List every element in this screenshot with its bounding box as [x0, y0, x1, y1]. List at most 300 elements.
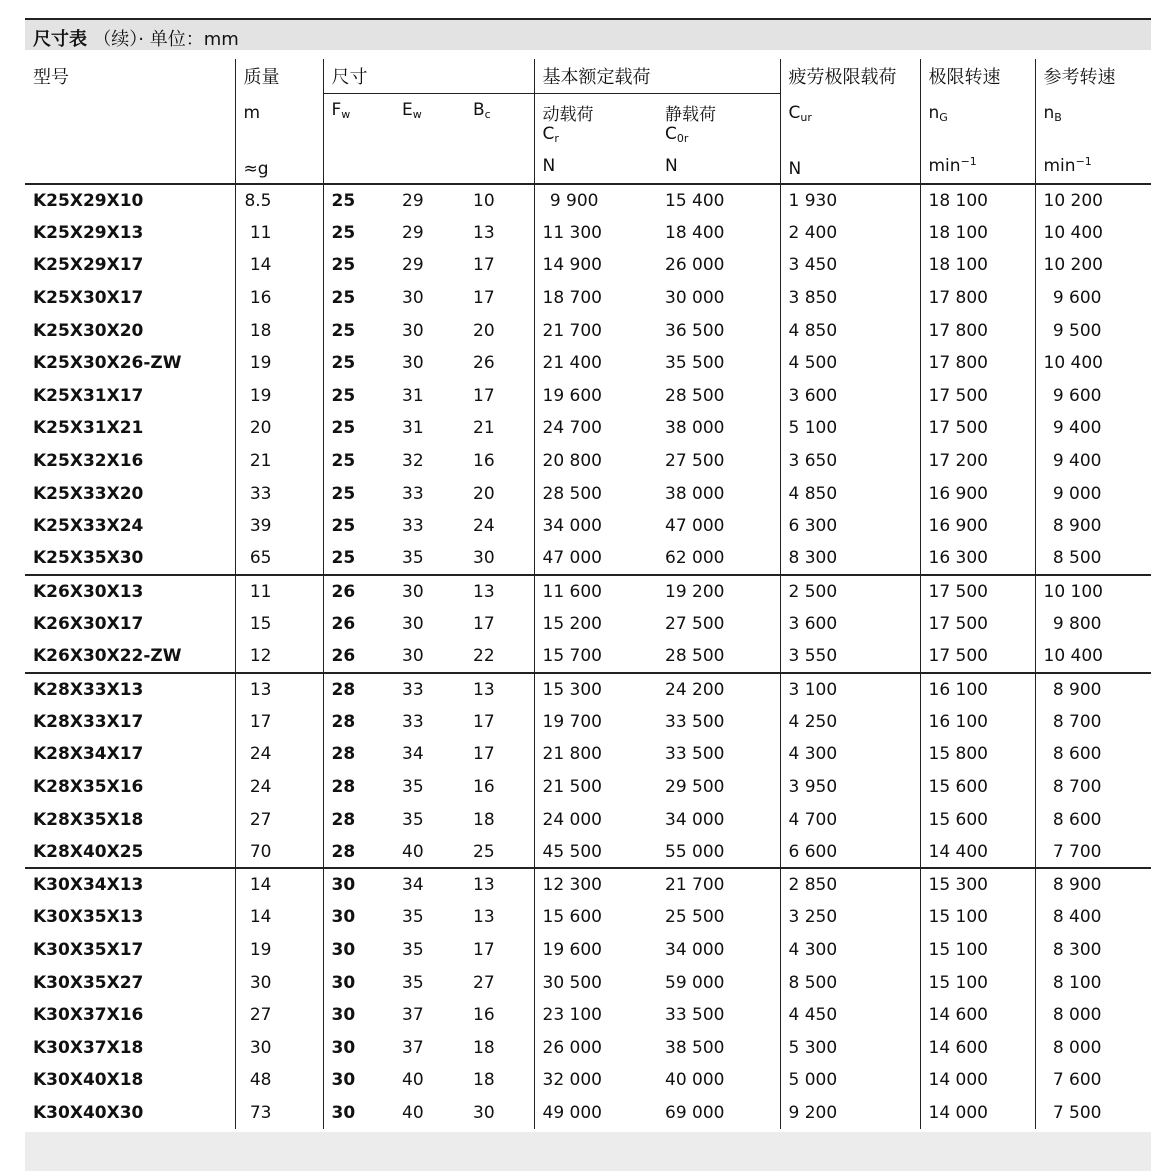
- table-row: [25, 901, 1151, 934]
- header-fw: $F_w$: [323, 93, 394, 184]
- cell-fatigue-limit: 4 250: [780, 706, 920, 739]
- cell-mass: 12: [235, 640, 323, 673]
- cell-model: K30X40X30: [25, 1097, 235, 1130]
- cell-mass: 24: [235, 738, 323, 771]
- cell-reference-speed: 8 600: [1052, 744, 1102, 765]
- cell-reference-speed: 8 700: [1052, 711, 1102, 732]
- cell-reference-speed: 9 500: [1052, 320, 1102, 341]
- cell-fw: 30: [331, 939, 356, 960]
- cell-fw: 26: [331, 646, 356, 667]
- cell-dynamic-load: 11 300: [542, 222, 602, 243]
- cell-ew: 31: [402, 385, 424, 406]
- cell-reference-speed: 9 600: [1052, 288, 1102, 309]
- table-row: [25, 868, 1151, 901]
- cell-dynamic-load: 24 700: [542, 418, 602, 439]
- cell-fw: 26: [331, 614, 356, 635]
- cell-reference-speed: 7 500: [1052, 1102, 1102, 1123]
- cell-fatigue-limit: 2 850: [780, 868, 920, 901]
- cell-static-load: 15 400: [657, 184, 780, 217]
- table-title: 尺寸表 （续）· 单位：mm: [33, 29, 239, 50]
- table-row: [25, 543, 1151, 576]
- cell-fw: 25: [331, 385, 356, 406]
- cell-fatigue-limit: 6 600: [780, 836, 920, 869]
- cell-dynamic-load: 47 000: [542, 548, 602, 569]
- cell-limiting-speed: 15 300: [920, 868, 1035, 901]
- cell-limiting-speed: 17 800: [920, 314, 1035, 347]
- cell-model: K26X30X17: [25, 608, 235, 641]
- cell-bc: 10: [465, 184, 534, 217]
- cell-fatigue-limit: 3 450: [780, 249, 920, 282]
- cell-fw: 25: [331, 320, 356, 341]
- cell-ew: 35: [402, 939, 424, 960]
- cell-dynamic-load: 11 600: [534, 575, 657, 608]
- cell-bc: 30: [465, 543, 534, 576]
- cell-model: K25X29X13: [25, 217, 235, 250]
- cell-static-load: 21 700: [657, 868, 780, 901]
- cell-fatigue-limit: 3 600: [780, 608, 920, 641]
- cell-bc: 13: [465, 868, 534, 901]
- table-row: [25, 412, 1151, 445]
- cell-fw: 30: [331, 1102, 356, 1123]
- cell-limiting-speed: 17 500: [920, 575, 1035, 608]
- cell-ew: 35: [402, 548, 424, 569]
- table-row: [25, 673, 1151, 706]
- cell-limiting-speed: 14 600: [920, 1031, 1035, 1064]
- cell-limiting-speed: 17 800: [920, 347, 1035, 380]
- cell-reference-speed: 8 900: [1052, 516, 1102, 537]
- cell-bc: 21: [465, 412, 534, 445]
- cell-reference-speed: 9 400: [1052, 451, 1102, 472]
- cell-dynamic-load: 19 700: [542, 711, 602, 732]
- cell-ew: 30: [402, 614, 424, 635]
- cell-static-load: 26 000: [657, 249, 780, 282]
- cell-bc: 17: [465, 706, 534, 739]
- cell-fatigue-limit: 3 600: [780, 380, 920, 413]
- cell-dynamic-load: 45 500: [542, 841, 602, 862]
- cell-bc: 26: [465, 347, 534, 380]
- cell-reference-speed: 8 400: [1052, 907, 1102, 928]
- cell-model: K30X40X18: [25, 1064, 235, 1097]
- cell-ew: 37: [402, 1005, 424, 1026]
- cell-limiting-speed: 15 100: [920, 966, 1035, 999]
- cell-mass: 14: [235, 901, 323, 934]
- cell-ew: 40: [402, 1102, 424, 1123]
- cell-mass: 13: [235, 673, 323, 706]
- cell-fatigue-limit: 5 000: [780, 1064, 920, 1097]
- cell-reference-speed: 8 000: [1052, 1037, 1102, 1058]
- cell-mass: 73: [235, 1097, 323, 1130]
- cell-dynamic-load: 15 700: [542, 646, 602, 667]
- cell-fatigue-limit: 6 300: [780, 510, 920, 543]
- table-row: [25, 803, 1151, 836]
- cell-ew: 34: [394, 868, 465, 901]
- cell-ew: 30: [394, 575, 465, 608]
- cell-limiting-speed: 18 100: [920, 217, 1035, 250]
- cell-static-load: 25 500: [657, 901, 780, 934]
- cell-static-load: 36 500: [657, 314, 780, 347]
- cell-dynamic-load: 28 500: [542, 483, 602, 504]
- cell-dynamic-load: 24 000: [542, 809, 602, 830]
- cell-reference-speed: 9 600: [1052, 385, 1102, 406]
- cell-fw: 25: [331, 548, 356, 569]
- cell-mass: 65: [235, 543, 323, 576]
- cell-model: K30X35X27: [25, 966, 235, 999]
- cell-fw: 28: [331, 711, 356, 732]
- cell-dynamic-load: 49 000: [542, 1102, 602, 1123]
- cell-static-load: 18 400: [657, 217, 780, 250]
- cell-ew: 40: [402, 1070, 424, 1091]
- cell-fatigue-limit: 9 200: [780, 1097, 920, 1130]
- cell-model: K28X35X18: [25, 803, 235, 836]
- table-row: [25, 999, 1151, 1032]
- cell-mass: 14: [235, 868, 323, 901]
- cell-static-load: 59 000: [657, 966, 780, 999]
- cell-ew: 29: [402, 222, 424, 243]
- cell-model: K25X29X10: [25, 184, 235, 217]
- cell-bc: 17: [465, 282, 534, 315]
- cell-mass: 16: [235, 282, 323, 315]
- cell-limiting-speed: 16 100: [920, 673, 1035, 706]
- cell-reference-speed: 8 100: [1052, 972, 1102, 993]
- cell-ew: 33: [402, 516, 424, 537]
- cell-bc: 18: [465, 1064, 534, 1097]
- cell-reference-speed: 10 400: [1043, 646, 1103, 667]
- cell-fw: 30: [331, 1070, 356, 1091]
- cell-static-load: 19 200: [657, 575, 780, 608]
- cell-fw: 30: [331, 972, 356, 993]
- cell-limiting-speed: 15 600: [920, 803, 1035, 836]
- cell-model: K25X30X20: [25, 314, 235, 347]
- cell-static-load: 27 500: [657, 445, 780, 478]
- cell-static-load: 69 000: [657, 1097, 780, 1130]
- cell-dynamic-load: 21 700: [542, 320, 602, 341]
- cell-fw: 28: [323, 673, 394, 706]
- cell-bc: 20: [465, 477, 534, 510]
- cell-fw: 30: [331, 1037, 356, 1058]
- cell-fatigue-limit: 3 550: [780, 640, 920, 673]
- header-static-load: 静载荷 $C_{0r}$ N: [657, 93, 780, 184]
- cell-dynamic-load: 21 400: [542, 353, 602, 374]
- table-row: [25, 184, 1151, 217]
- cell-static-load: 34 000: [657, 934, 780, 967]
- cell-reference-speed: 9 000: [1052, 483, 1102, 504]
- table-row: [25, 510, 1151, 543]
- cell-limiting-speed: 17 800: [920, 282, 1035, 315]
- cell-fatigue-limit: 3 650: [780, 445, 920, 478]
- cell-static-load: 28 500: [657, 380, 780, 413]
- table-row: [25, 575, 1151, 608]
- cell-ew: 33: [402, 483, 424, 504]
- cell-fatigue-limit: 5 100: [780, 412, 920, 445]
- table-row: [25, 836, 1151, 869]
- header-reference-speed: 参考转速 $n_B$ $\min^{-1}$: [1035, 59, 1151, 184]
- cell-reference-speed: 10 200: [1043, 255, 1103, 276]
- cell-mass: 20: [235, 412, 323, 445]
- cell-fatigue-limit: 4 300: [780, 934, 920, 967]
- cell-ew: 33: [402, 711, 424, 732]
- cell-mass: 11: [235, 217, 323, 250]
- cell-mass: 48: [235, 1064, 323, 1097]
- cell-model: K30X34X13: [25, 868, 235, 901]
- table-row: [25, 314, 1151, 347]
- cell-fatigue-limit: 4 450: [780, 999, 920, 1032]
- cell-bc: 17: [465, 738, 534, 771]
- cell-bc: 17: [465, 934, 534, 967]
- cell-ew: 35: [402, 776, 424, 797]
- table-title-bar: [25, 18, 1151, 50]
- header-ew: $E_w$: [394, 93, 465, 184]
- cell-mass: 33: [235, 477, 323, 510]
- cell-fw: 25: [331, 255, 356, 276]
- cell-mass: 30: [235, 966, 323, 999]
- cell-fatigue-limit: 5 300: [780, 1031, 920, 1064]
- table-row: [25, 738, 1151, 771]
- cell-limiting-speed: 14 000: [920, 1064, 1035, 1097]
- cell-dynamic-load: 20 800: [542, 451, 602, 472]
- cell-reference-speed: 8 900: [1035, 868, 1151, 901]
- cell-model: K26X30X13: [25, 575, 235, 608]
- table-row: [25, 608, 1151, 641]
- cell-reference-speed: 8 500: [1052, 548, 1102, 569]
- cell-model: K28X35X16: [25, 771, 235, 804]
- cell-limiting-speed: 15 100: [920, 901, 1035, 934]
- header-dynamic-load: 动载荷 $C_r$ N: [534, 93, 657, 184]
- cell-model: K26X30X22-ZW: [25, 640, 235, 673]
- cell-fw: 28: [331, 744, 356, 765]
- cell-limiting-speed: 17 500: [920, 380, 1035, 413]
- cell-fatigue-limit: 4 700: [780, 803, 920, 836]
- cell-bc: 17: [465, 249, 534, 282]
- cell-reference-speed: 8 600: [1052, 809, 1102, 830]
- cell-limiting-speed: 15 800: [920, 738, 1035, 771]
- cell-bc: 16: [465, 771, 534, 804]
- cell-model: K28X40X25: [25, 836, 235, 869]
- cell-limiting-speed: 18 100: [920, 184, 1035, 217]
- cell-fw: 30: [331, 1005, 356, 1026]
- cell-model: K25X30X17: [25, 282, 235, 315]
- cell-bc: 13: [465, 217, 534, 250]
- header-bc: $B_c$: [465, 93, 534, 184]
- cell-limiting-speed: 16 900: [920, 477, 1035, 510]
- cell-model: K25X29X17: [25, 249, 235, 282]
- cell-fw: 26: [323, 575, 394, 608]
- table-row: [25, 771, 1151, 804]
- cell-reference-speed: 8 900: [1035, 673, 1151, 706]
- cell-ew: 29: [402, 255, 424, 276]
- cell-ew: 30: [402, 320, 424, 341]
- cell-reference-speed: 10 400: [1043, 353, 1103, 374]
- cell-mass: 27: [235, 803, 323, 836]
- cell-static-load: 33 500: [657, 706, 780, 739]
- cell-model: K30X35X17: [25, 934, 235, 967]
- cell-model: K30X37X16: [25, 999, 235, 1032]
- cell-reference-speed: 7 600: [1052, 1070, 1102, 1091]
- cell-fw: 25: [331, 418, 356, 439]
- cell-mass: 19: [235, 934, 323, 967]
- cell-ew: 32: [402, 451, 424, 472]
- cell-mass: 11: [235, 575, 323, 608]
- cell-dynamic-load: 19 600: [542, 385, 602, 406]
- cell-ew: 29: [402, 190, 424, 211]
- cell-ew: 33: [394, 673, 465, 706]
- cell-fatigue-limit: 2 500: [780, 575, 920, 608]
- cell-static-load: 47 000: [657, 510, 780, 543]
- cell-fw: 30: [331, 907, 356, 928]
- cell-mass: 14: [235, 249, 323, 282]
- cell-reference-speed: 8 700: [1052, 776, 1102, 797]
- cell-limiting-speed: 17 500: [920, 608, 1035, 641]
- cell-ew: 37: [402, 1037, 424, 1058]
- cell-fw: 28: [331, 841, 356, 862]
- cell-dynamic-load: 23 100: [542, 1005, 602, 1026]
- cell-dynamic-load: 15 200: [542, 614, 602, 635]
- cell-static-load: 38 000: [657, 412, 780, 445]
- header-mass: 质量 m ≈g: [235, 59, 323, 184]
- cell-fw: 25: [331, 222, 356, 243]
- cell-bc: 16: [465, 999, 534, 1032]
- cell-ew: 35: [402, 809, 424, 830]
- cell-dynamic-load: 15 600: [542, 907, 602, 928]
- header-basic-load-rating: 基本额定载荷: [534, 59, 780, 93]
- cell-bc: 20: [465, 314, 534, 347]
- cell-static-load: 33 500: [657, 999, 780, 1032]
- table-row: [25, 640, 1151, 673]
- cell-mass: 19: [235, 380, 323, 413]
- cell-static-load: 34 000: [657, 803, 780, 836]
- cell-limiting-speed: 18 100: [920, 249, 1035, 282]
- table-row: [25, 217, 1151, 250]
- cell-ew: 35: [402, 907, 424, 928]
- cell-limiting-speed: 14 000: [920, 1097, 1035, 1130]
- cell-bc: 13: [465, 673, 534, 706]
- bearing-dimension-table: [25, 59, 1151, 1129]
- cell-dynamic-load: 14 900: [542, 255, 602, 276]
- cell-reference-speed: 8 300: [1052, 939, 1102, 960]
- cell-reference-speed: 8 000: [1052, 1005, 1102, 1026]
- cell-dynamic-load: 30 500: [542, 972, 602, 993]
- cell-dynamic-load: 18 700: [542, 288, 602, 309]
- table-row: [25, 477, 1151, 510]
- cell-bc: 25: [465, 836, 534, 869]
- cell-fw: 30: [323, 868, 394, 901]
- cell-static-load: 27 500: [657, 608, 780, 641]
- cell-static-load: 33 500: [657, 738, 780, 771]
- cell-dynamic-load: 26 000: [542, 1037, 602, 1058]
- cell-limiting-speed: 15 100: [920, 934, 1035, 967]
- cell-static-load: 38 500: [657, 1031, 780, 1064]
- cell-static-load: 29 500: [657, 771, 780, 804]
- cell-bc: 13: [465, 575, 534, 608]
- cell-reference-speed: 10 100: [1035, 575, 1151, 608]
- header-model: 型号: [25, 59, 235, 184]
- cell-model: K28X33X13: [25, 673, 235, 706]
- table-row: [25, 934, 1151, 967]
- table-body: [25, 184, 1151, 1129]
- table-row: [25, 966, 1151, 999]
- cell-mass: 30: [235, 1031, 323, 1064]
- cell-fatigue-limit: 8 300: [780, 543, 920, 576]
- table-row: [25, 380, 1151, 413]
- table-row: [25, 706, 1151, 739]
- table-row: [25, 282, 1151, 315]
- cell-fatigue-limit: 3 950: [780, 771, 920, 804]
- cell-bc: 17: [465, 608, 534, 641]
- table-row: [25, 1097, 1151, 1130]
- cell-limiting-speed: 14 600: [920, 999, 1035, 1032]
- cell-fatigue-limit: 3 850: [780, 282, 920, 315]
- cell-mass: 8.5: [235, 184, 323, 217]
- cell-model: K25X32X16: [25, 445, 235, 478]
- cell-ew: 30: [402, 646, 424, 667]
- cell-mass: 18: [235, 314, 323, 347]
- table-row: [25, 347, 1151, 380]
- cell-fatigue-limit: 4 300: [780, 738, 920, 771]
- cell-static-load: 55 000: [657, 836, 780, 869]
- cell-limiting-speed: 14 400: [920, 836, 1035, 869]
- cell-bc: 13: [465, 901, 534, 934]
- cell-fw: 28: [331, 809, 356, 830]
- table-row: [25, 1031, 1151, 1064]
- cell-limiting-speed: 17 200: [920, 445, 1035, 478]
- cell-limiting-speed: 17 500: [920, 640, 1035, 673]
- cell-bc: 18: [465, 803, 534, 836]
- cell-dynamic-load: 9 900: [549, 190, 599, 211]
- cell-static-load: 28 500: [657, 640, 780, 673]
- cell-bc: 22: [465, 640, 534, 673]
- cell-model: K25X33X20: [25, 477, 235, 510]
- table-footer-bar: [25, 1132, 1151, 1171]
- cell-fw: 25: [331, 353, 356, 374]
- cell-static-load: 62 000: [657, 543, 780, 576]
- cell-reference-speed: 10 400: [1043, 222, 1103, 243]
- cell-static-load: 30 000: [657, 282, 780, 315]
- cell-dynamic-load: 21 500: [542, 776, 602, 797]
- cell-model: K25X30X26-ZW: [25, 347, 235, 380]
- cell-fw: 25: [331, 483, 356, 504]
- cell-fw: 25: [331, 288, 356, 309]
- cell-mass: 21: [235, 445, 323, 478]
- cell-dynamic-load: 34 000: [542, 516, 602, 537]
- cell-limiting-speed: 16 300: [920, 543, 1035, 576]
- cell-ew: 31: [402, 418, 424, 439]
- cell-model: K25X31X17: [25, 380, 235, 413]
- cell-dynamic-load: 19 600: [542, 939, 602, 960]
- cell-bc: 24: [465, 510, 534, 543]
- cell-limiting-speed: 15 600: [920, 771, 1035, 804]
- cell-ew: 35: [402, 972, 424, 993]
- cell-static-load: 38 000: [657, 477, 780, 510]
- cell-model: K25X31X21: [25, 412, 235, 445]
- cell-dynamic-load: 15 300: [534, 673, 657, 706]
- table-row: [25, 1064, 1151, 1097]
- cell-bc: 18: [465, 1031, 534, 1064]
- cell-limiting-speed: 17 500: [920, 412, 1035, 445]
- cell-fatigue-limit: 4 850: [780, 477, 920, 510]
- cell-reference-speed: 9 400: [1052, 418, 1102, 439]
- cell-dynamic-load: 21 800: [542, 744, 602, 765]
- cell-dynamic-load: 12 300: [534, 868, 657, 901]
- cell-fatigue-limit: 3 100: [780, 673, 920, 706]
- cell-reference-speed: 10 200: [1043, 190, 1103, 211]
- cell-static-load: 40 000: [657, 1064, 780, 1097]
- cell-dynamic-load: 32 000: [542, 1070, 602, 1091]
- cell-mass: 17: [235, 706, 323, 739]
- cell-bc: 16: [465, 445, 534, 478]
- header-dimensions: 尺寸: [323, 59, 534, 93]
- dimension-table-page: [25, 18, 1151, 1171]
- cell-limiting-speed: 16 100: [920, 706, 1035, 739]
- table-row: [25, 445, 1151, 478]
